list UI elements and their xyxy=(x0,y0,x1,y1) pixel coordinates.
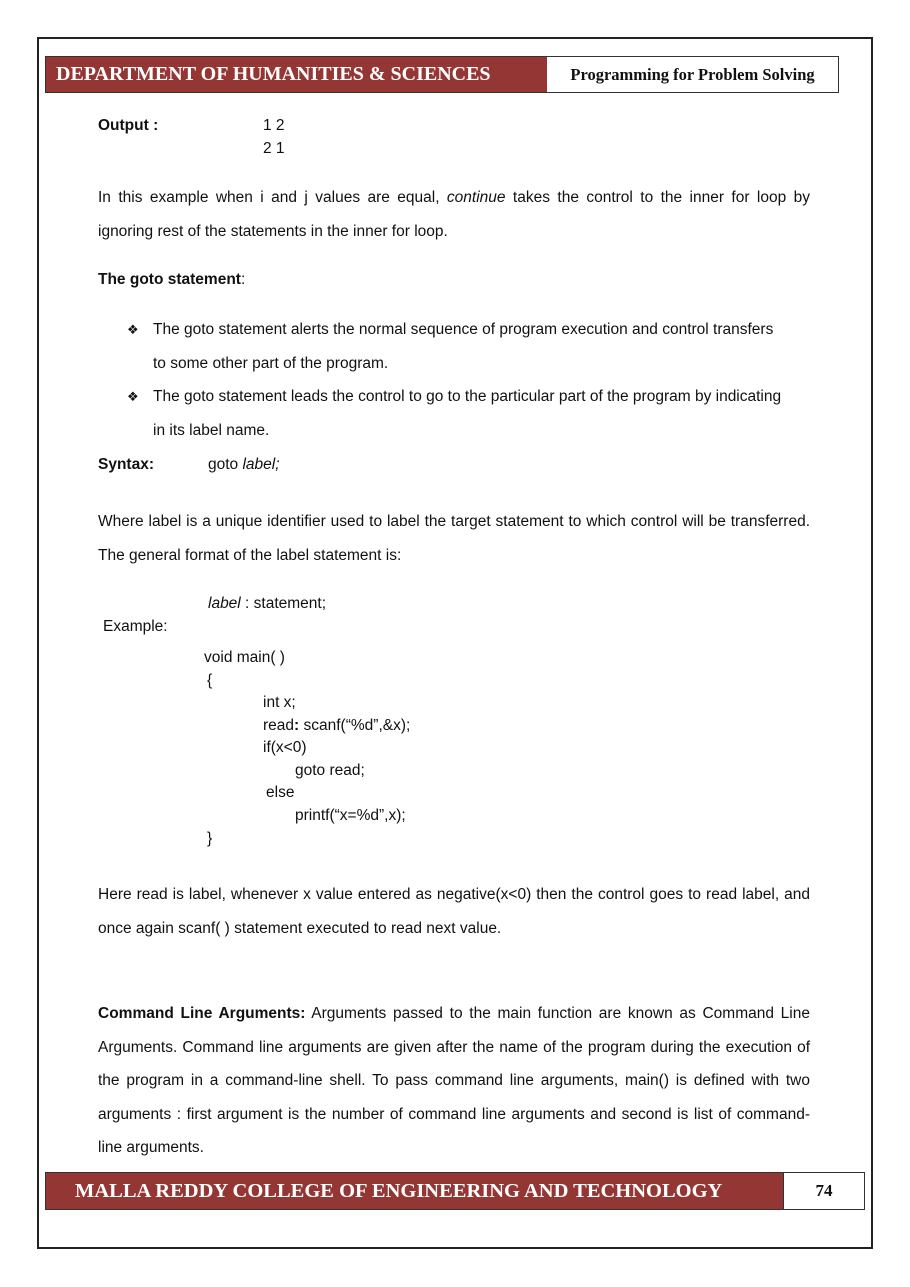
code-line xyxy=(263,715,410,738)
goto-bullet-2 xyxy=(127,380,787,447)
syntax-label-placeholder: label; xyxy=(242,456,280,473)
goto-heading-colon: : xyxy=(240,271,246,288)
cla-text: Arguments passed to the main function are known as Command Line Arguments. Command line arguments are given after the name of the program during the execution of the program in a command-line shell. To pass command line arguments, main() is defined with two arguments : first argument is the number of command line arguments and second is list of command-line arguments. xyxy=(98,1005,810,1156)
command-line-arguments xyxy=(98,997,810,1165)
code-line: printf(“x=%d”,x); xyxy=(295,807,406,824)
syntax-value xyxy=(208,456,280,474)
page-header xyxy=(45,56,839,93)
label-format xyxy=(208,595,326,613)
syntax-keyword: goto xyxy=(208,456,243,473)
code-line: { xyxy=(207,672,213,689)
code-line: goto read; xyxy=(295,762,365,779)
output-label: Output : xyxy=(98,117,159,134)
example-label: Example: xyxy=(103,618,168,635)
code-line: } xyxy=(207,830,213,847)
output-line-2: 2 1 xyxy=(263,140,285,157)
code-line: int x; xyxy=(263,694,296,711)
label-format-italic: label xyxy=(208,595,241,612)
goto-heading xyxy=(98,271,245,289)
college-name: MALLA REDDY COLLEGE OF ENGINEERING AND TECHNOLOGY xyxy=(46,1173,783,1209)
code-line: else xyxy=(266,784,295,801)
syntax-label: Syntax: xyxy=(98,456,154,473)
continue-keyword: continue xyxy=(446,189,506,206)
continue-explanation xyxy=(98,181,810,248)
cla-heading: Command Line Arguments: xyxy=(98,1005,306,1022)
code-line: if(x<0) xyxy=(263,739,307,756)
code-scanf: scanf(“%d”,&x); xyxy=(299,717,411,734)
code-label-read: read xyxy=(263,717,295,734)
page-number: 74 xyxy=(783,1173,864,1209)
read-label-explanation: Here read is label, whenever x value entered as negative(x<0) then the control goes to read label, and once again scanf( ) statement executed to read next value. xyxy=(98,886,810,937)
label-format-rest: : statement; xyxy=(240,595,327,612)
goto-heading-text: The goto statement xyxy=(98,271,241,288)
diamond-bullet-icon: ❖ xyxy=(127,389,139,404)
bullet-text: The goto statement leads the control to go to the particular part of the program by indicating in its label name. xyxy=(153,388,782,439)
page-footer xyxy=(45,1172,865,1210)
bullet-text: The goto statement alerts the normal sequence of program execution and control transfers to some other part of the program. xyxy=(153,321,774,372)
diamond-bullet-icon: ❖ xyxy=(127,322,139,337)
code-label-colon: : xyxy=(294,717,300,734)
subject-title: Programming for Problem Solving xyxy=(570,64,815,84)
continue-text-after: takes the control to the inner for loop by ignoring rest of the statements in the inner for loop. xyxy=(98,189,810,240)
code-line: void main( ) xyxy=(204,649,285,666)
goto-bullet-1 xyxy=(127,313,787,380)
continue-text-before: In this example when i and j values are equal, xyxy=(98,189,447,206)
output-line-1: 1 2 xyxy=(263,117,285,134)
department-title: DEPARTMENT OF HUMANITIES & SCIENCES xyxy=(46,57,547,92)
label-explanation: Where label is a unique identifier used to label the target statement to which control will be transferred. The general format of the label statement is: xyxy=(98,513,810,564)
